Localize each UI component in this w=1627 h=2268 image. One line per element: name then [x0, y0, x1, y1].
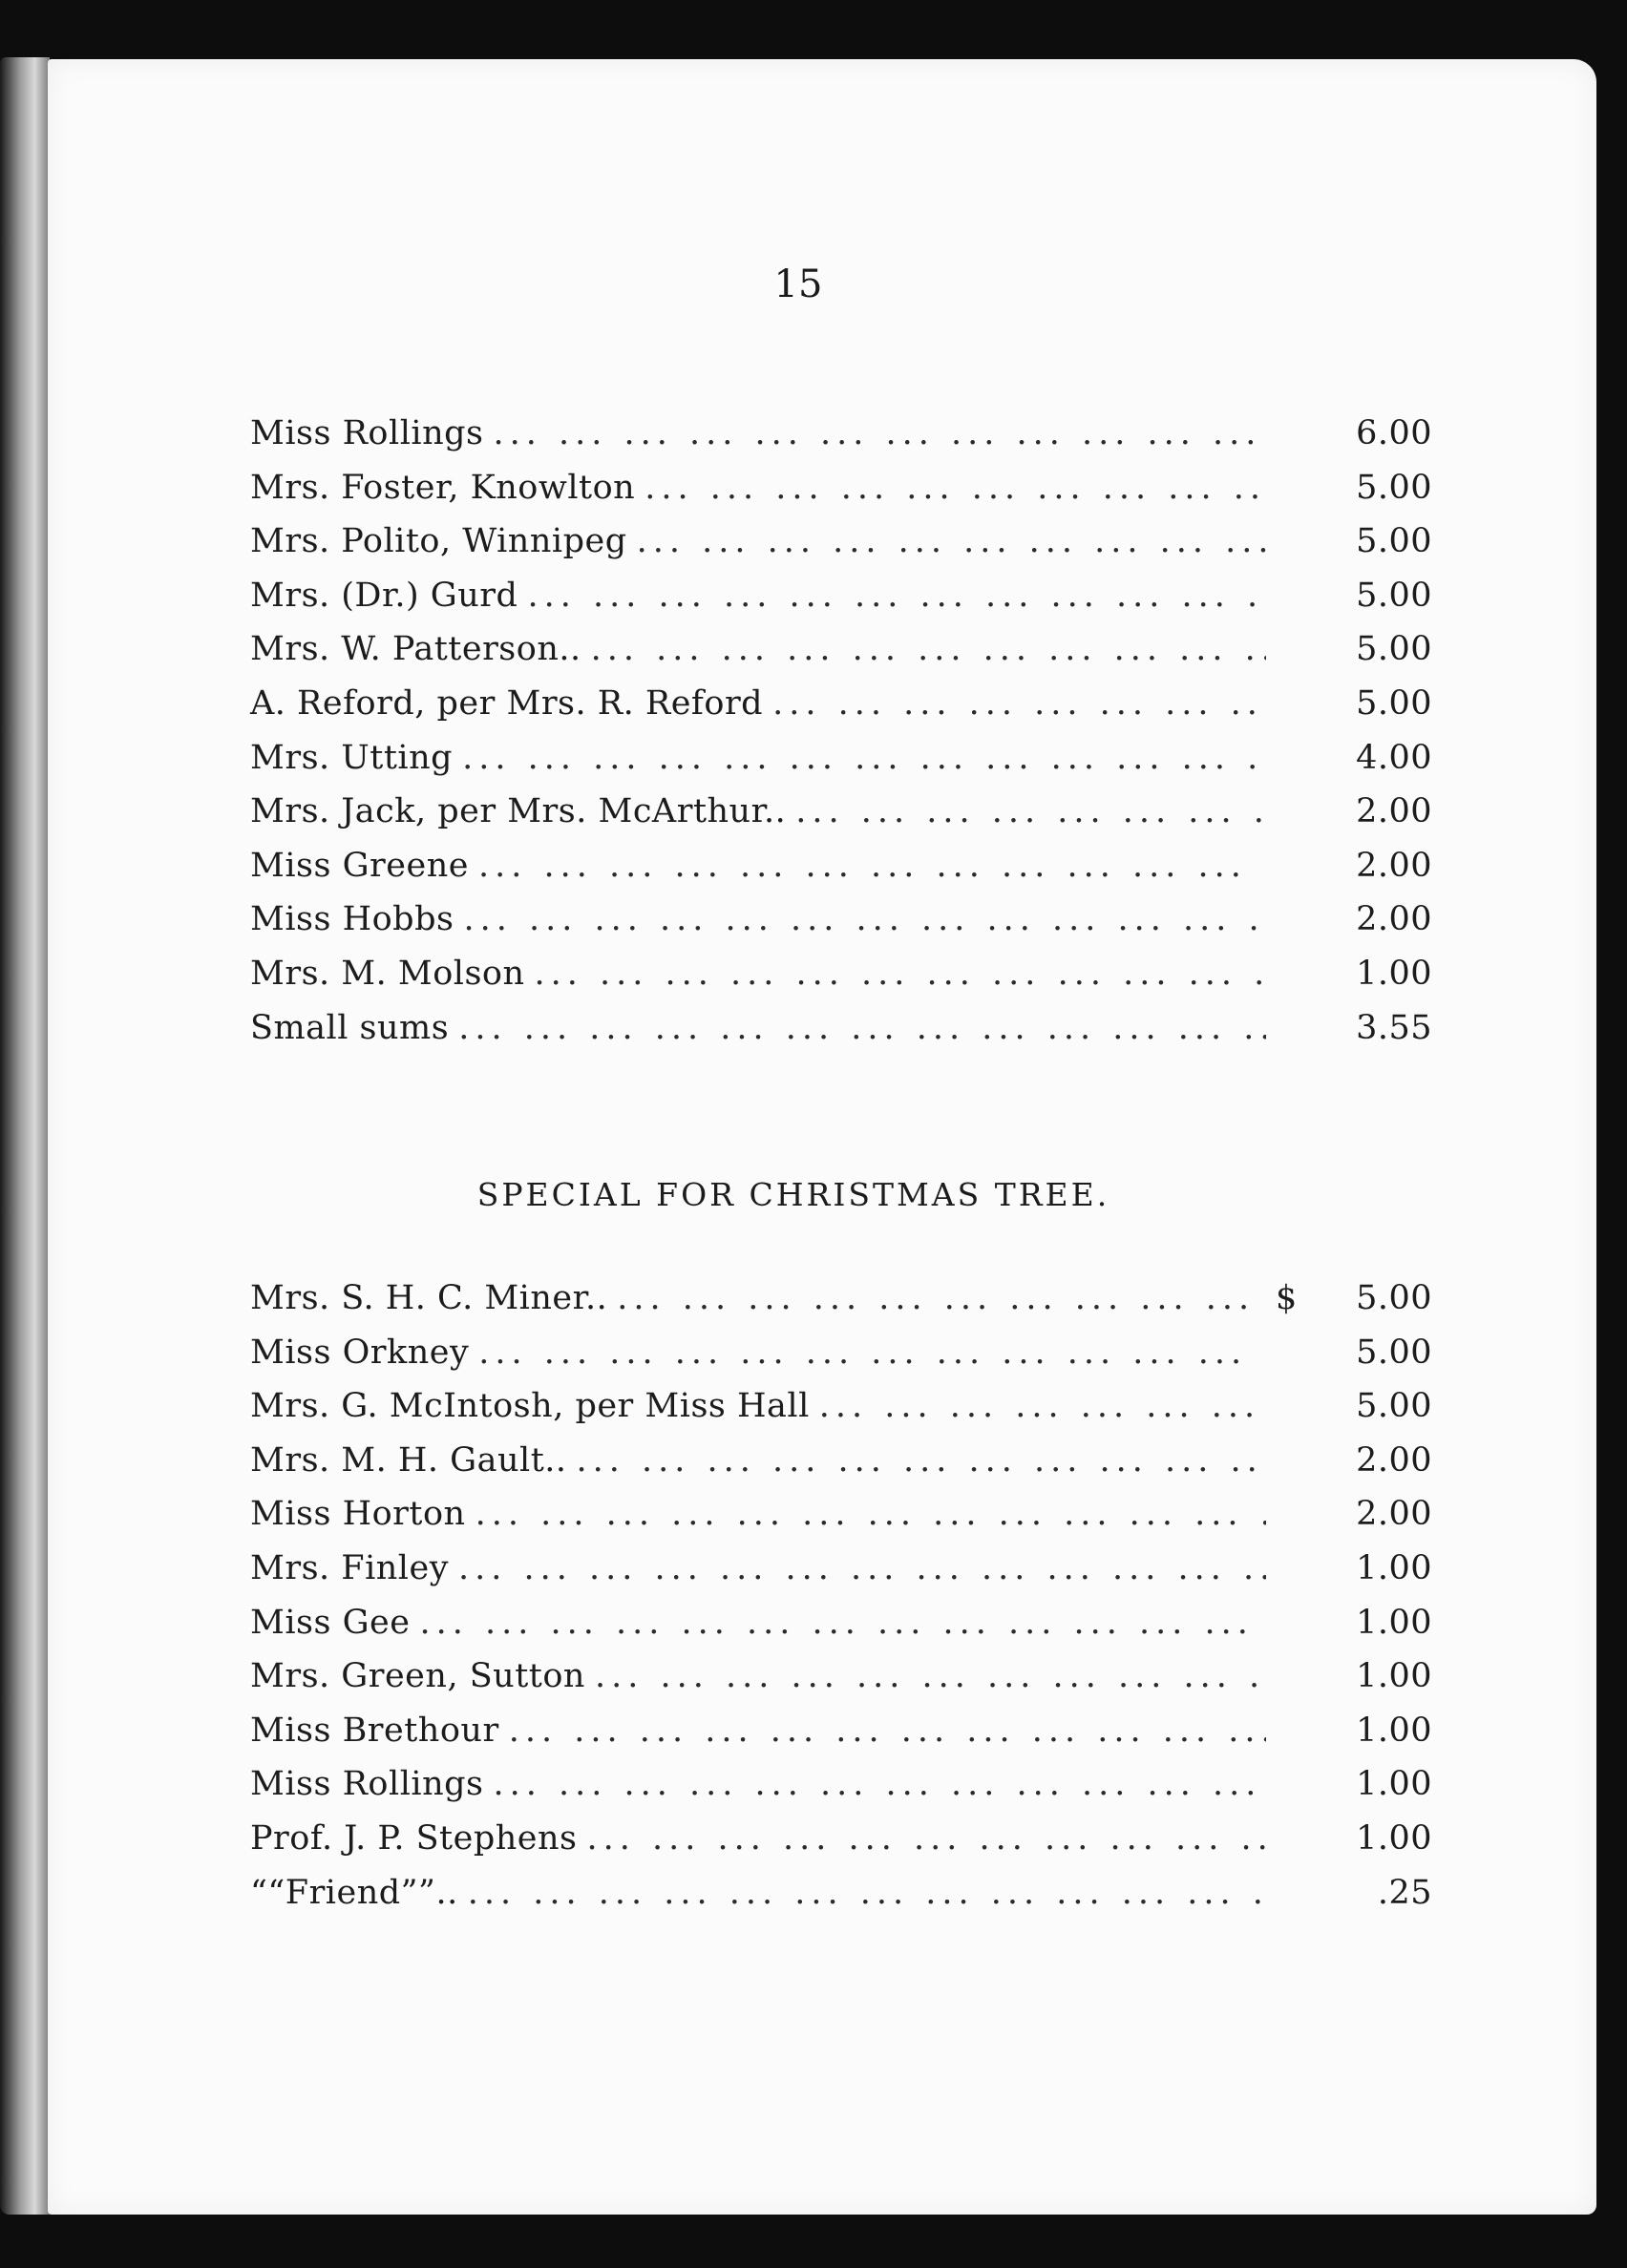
- list-item: [250, 1874, 1432, 1928]
- dot-leader: [509, 1712, 1266, 1750]
- contribution-amount: 2.00: [1356, 792, 1432, 831]
- list-item: [250, 1604, 1432, 1658]
- dot-leader: [458, 1009, 1266, 1047]
- dot-leader: [494, 1765, 1267, 1803]
- list-item: [250, 1549, 1432, 1604]
- list-item: [250, 1765, 1432, 1819]
- list-item: [250, 469, 1432, 523]
- dot-leader: [795, 792, 1266, 830]
- contribution-amount: 1.00: [1356, 1765, 1432, 1804]
- contributor-name: Mrs. Utting: [250, 738, 454, 777]
- dot-leader: [819, 1387, 1266, 1425]
- contributor-name: Mrs. Finley: [250, 1548, 449, 1587]
- dot-leader: [587, 1819, 1267, 1858]
- contribution-amount: 3.55: [1356, 1008, 1432, 1047]
- contributor-name: Mrs. Foster, Knowlton: [250, 468, 636, 507]
- contributor-name: Mrs. (Dr.) Gurd: [250, 576, 518, 615]
- contributor-name: Miss Greene: [250, 846, 469, 885]
- list-item: [250, 955, 1432, 1009]
- contribution-amount: 2.00: [1356, 900, 1432, 939]
- contribution-amount: 4.00: [1356, 738, 1432, 777]
- contribution-amount: 2.00: [1356, 846, 1432, 885]
- contributor-name: Miss Brethour: [250, 1711, 499, 1750]
- list-item: [250, 739, 1432, 793]
- contribution-amount: 5.00: [1356, 1333, 1432, 1372]
- contribution-amount: 1.00: [1356, 1603, 1432, 1642]
- contributor-name: Miss Rollings: [250, 414, 484, 452]
- contribution-amount: 1.00: [1356, 1657, 1432, 1696]
- contributor-name: Mrs. S. H. C. Miner..: [250, 1279, 608, 1317]
- dot-leader: [462, 739, 1266, 777]
- dot-leader: [595, 1657, 1266, 1695]
- list-item: [250, 684, 1432, 739]
- contributor-name: Mrs. M. H. Gault..: [250, 1440, 567, 1480]
- contribution-amount: 5.00: [1356, 576, 1432, 615]
- contributor-name: Mrs. Polito, Winnipeg: [250, 522, 627, 561]
- contribution-amount: 1.00: [1356, 1711, 1432, 1750]
- dot-leader: [577, 1441, 1266, 1480]
- contribution-amount: .25: [1377, 1873, 1432, 1912]
- list-item: [250, 577, 1432, 631]
- contribution-amount: 6.00: [1356, 414, 1432, 452]
- christmas-tree-list: [250, 1279, 1432, 1927]
- dollar-sign: $: [1276, 1279, 1298, 1317]
- dot-leader: [475, 1495, 1266, 1533]
- contributor-name: Miss Gee: [250, 1603, 411, 1642]
- contributor-name: A. Reford, per Mrs. R. Reford: [250, 683, 764, 723]
- dot-leader: [419, 1604, 1266, 1642]
- contribution-amount: 2.00: [1356, 1495, 1432, 1534]
- list-item: [250, 847, 1432, 901]
- dot-leader: [478, 847, 1266, 885]
- contribution-amount: 5.00: [1356, 1279, 1432, 1317]
- dot-leader: [637, 522, 1266, 560]
- contributor-name: Mrs. M. Molson: [250, 954, 525, 993]
- list-item: [250, 1819, 1432, 1874]
- list-item: [250, 1009, 1432, 1063]
- contributor-name: Miss Orkney: [250, 1333, 470, 1372]
- list-item: [250, 630, 1432, 684]
- dot-leader: [535, 955, 1266, 993]
- contribution-amount: 1.00: [1356, 1818, 1432, 1858]
- list-item: [250, 1712, 1432, 1766]
- contributor-name: Mrs. G. McIntosh, per Miss Hall: [250, 1387, 810, 1426]
- contributor-name: Miss Rollings: [250, 1765, 484, 1804]
- contributor-name: Small sums: [250, 1008, 450, 1047]
- contributions-list: [250, 414, 1432, 1062]
- contribution-amount: 5.00: [1356, 1387, 1432, 1426]
- dot-leader: [463, 900, 1266, 938]
- contributor-name: Miss Hobbs: [250, 900, 454, 939]
- list-item: [250, 414, 1432, 469]
- list-item: [250, 792, 1432, 847]
- dot-leader: [772, 684, 1266, 723]
- contributor-name: Mrs. Green, Sutton: [250, 1657, 585, 1696]
- dot-leader: [468, 1874, 1266, 1912]
- section-heading: SPECIAL FOR CHRISTMAS TREE.: [476, 1176, 1110, 1213]
- page-number: 15: [773, 262, 823, 306]
- contribution-amount: 5.00: [1356, 522, 1432, 561]
- dot-leader: [527, 577, 1266, 615]
- list-item: [250, 1334, 1432, 1388]
- contributor-name: Mrs. Jack, per Mrs. McArthur..: [250, 792, 787, 831]
- dot-leader: [591, 630, 1266, 668]
- dot-leader: [478, 1334, 1266, 1372]
- contribution-amount: 5.00: [1356, 630, 1432, 669]
- list-item: [250, 1657, 1432, 1712]
- document-page: [48, 59, 1596, 2215]
- contributor-name: Prof. J. P. Stephens: [250, 1818, 578, 1858]
- contribution-amount: 5.00: [1356, 683, 1432, 723]
- list-item: [250, 1387, 1432, 1441]
- contribution-amount: 2.00: [1356, 1440, 1432, 1480]
- list-item: [250, 1279, 1432, 1334]
- contributor-name: ““Friend””..: [250, 1873, 458, 1912]
- dot-leader: [644, 469, 1266, 507]
- list-item: [250, 1495, 1432, 1549]
- contribution-amount: 5.00: [1356, 468, 1432, 507]
- contributor-name: Miss Horton: [250, 1495, 466, 1534]
- dot-leader: [617, 1279, 1266, 1317]
- contribution-amount: 1.00: [1356, 954, 1432, 993]
- book-spine: [0, 57, 50, 2215]
- list-item: [250, 1441, 1432, 1496]
- dot-leader: [458, 1549, 1266, 1587]
- contribution-amount: 1.00: [1356, 1548, 1432, 1587]
- list-item: [250, 900, 1432, 955]
- dot-leader: [494, 414, 1267, 452]
- list-item: [250, 522, 1432, 577]
- contributor-name: Mrs. W. Patterson..: [250, 630, 581, 669]
